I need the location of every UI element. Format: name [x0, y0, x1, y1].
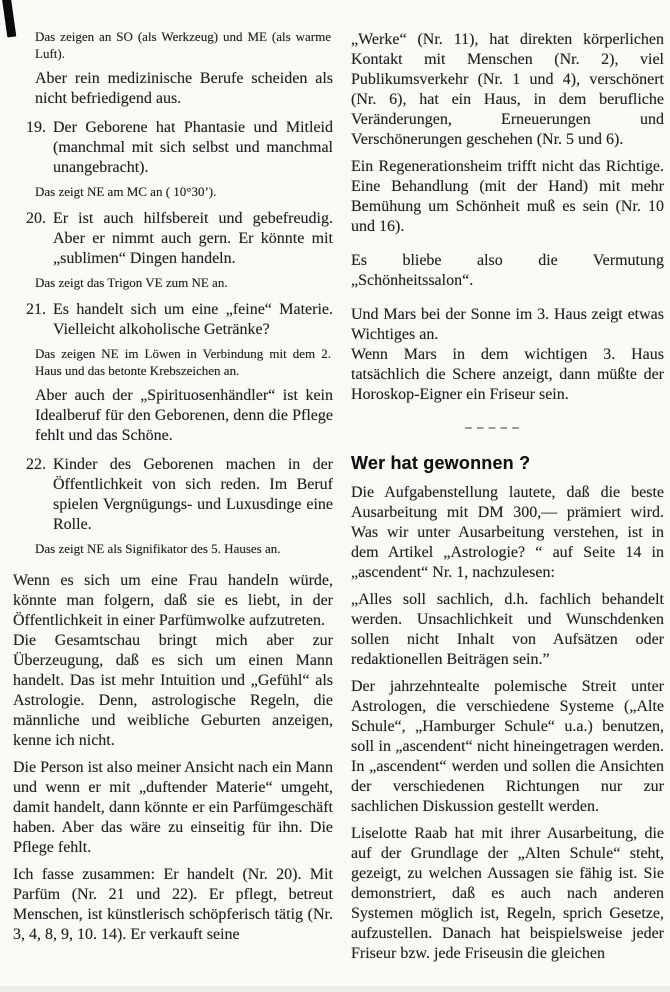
- item-text: Kinder des Geborenen machen in der Öffentlichkeit von sich reden. Im Beruf spielen Vergnügungs- und Luxusdinge eine Rolle.: [53, 456, 333, 533]
- body-paragraph: Und Mars bei der Sonne im 3. Haus zeigt etwas Wichtiges an.: [351, 306, 664, 343]
- item-number: 22.: [26, 456, 46, 473]
- item-text: Er ist auch hilfsbereit und gebefreudig. Aber er nimmt auch gern. Er könnte mit „sublimen“ Dingen handeln.: [53, 210, 333, 267]
- annotation-note: Das zeigen NE im Löwen in Verbindung mit dem 2. Haus und das betonte Krebszeichen an.: [35, 346, 331, 378]
- body-paragraph: Die Gesamtschau bringt mich aber zur Überzeugung, daß es sich um einen Mann handelt. Das ist mehr Intuition und „Gefühl“ als Astrologie. Denn, astrologische Regeln, die männliche und weibliche Geburten anzeigen, kenne ich nicht.: [13, 632, 333, 749]
- right-column: [351, 28, 664, 964]
- numbered-item: [26, 118, 333, 178]
- left-column: [13, 28, 333, 964]
- item-text: Es handelt sich um eine „feine“ Materie. Vielleicht alkoholische Getränke?: [53, 301, 333, 338]
- item-number: 20.: [26, 210, 46, 227]
- body-paragraph: Wenn es sich um eine Frau handeln würde, könnte man folgern, daß sie es liebt, in der Öffentlichkeit in einer Parfümwolke aufzutreten.: [13, 572, 333, 629]
- body-paragraph: Liselotte Raab hat mit ihrer Ausarbeitung, die auf der Grundlage der „Alten Schule“ steht, gezeigt, zu welchen Aussagen sie fähig ist. Sie demonstriert, daß es auch nach anderen Systemen möglich ist, Regeln, sprich Gesetze, aufzustellen. Danach hat beispielsweise jeder Friseur bzw. jede Friseusin die gleichen: [351, 825, 664, 962]
- body-paragraph: Der jahrzehntealte polemische Streit unter Astrologen, die verschiedene Systeme („Alte Schule“, „Hamburger Schule“ u.a.) benutzen, soll in „ascendent“ nicht hineingetragen werden. In „ascendent“ werden und sollen die Ansichten der verschiedenen Richtungen nur zur sachlichen Diskussion gestellt werden.: [351, 678, 664, 815]
- item-text: Der Geborene hat Phantasie und Mitleid (manchmal mit sich selbst und manchmal unangebracht).: [53, 119, 333, 176]
- body-paragraph: Aber rein medizinische Berufe scheiden als nicht befriedigend aus.: [35, 70, 333, 107]
- item-number: 21.: [26, 301, 46, 318]
- annotation-note: Das zeigt NE als Signifikator des 5. Hauses an.: [35, 541, 281, 556]
- body-paragraph: Die Aufgabenstellung lautete, daß die beste Ausarbeitung mit DM 300,— prämiert wird. Was wir unter Ausarbeitung verstehen, ist in dem Artikel „Astrologie? “ auf Seite 14 in „ascendent“ Nr. 1, nachzulesen:: [351, 484, 664, 581]
- body-paragraph: Aber auch der „Spirituosenhändler“ ist kein Idealberuf für den Geborenen, denn die Pflege fehlt und das Schöne.: [35, 387, 333, 444]
- scan-edge-shadow: [0, 986, 670, 992]
- body-paragraph: „Werke“ (Nr. 11), hat direkten körperlichen Kontakt mit Menschen (Nr. 2), viel Publikumsverkehr (Nr. 1 und 4), verschönert (Nr. 6), hat ein Haus, in dem berufliche Veränderungen, Erneuerungen und Verschönerungen geschehen (Nr. 5 und 6).: [351, 31, 664, 148]
- body-paragraph: Es bliebe also die Vermutung „Schönheitssalon“.: [351, 252, 664, 289]
- numbered-item: [26, 455, 333, 535]
- numbered-item: [26, 209, 333, 269]
- item-number: 19.: [26, 119, 46, 136]
- annotation-note: Das zeigen an SO (als Werkzeug) und ME (als warme Luft).: [35, 29, 331, 61]
- body-paragraph: Ich fasse zusammen: Er handelt (Nr. 20). Mit Parfüm (Nr. 21 und 22). Er pflegt, betreut Menschen, ist künstlerisch schöpferisch tätig (Nr. 3, 4, 8, 9, 10. 14). Er verkauft seine: [13, 866, 333, 943]
- body-paragraph: Die Person ist also meiner Ansicht nach ein Mann und wenn er mit „duftender Materie“ umgeht, damit handelt, dann könnte er ein Parfümgeschäft haben. Aber das wäre zu einseitig für ihn. Die Pflege fehlt.: [13, 759, 333, 856]
- body-paragraph: „Alles soll sachlich, d.h. fachlich behandelt werden. Unsachlichkeit und Wunschdenken sollen nicht Inhalt von Aufsätzen oder redaktionellen Beiträgen sein.”: [351, 591, 664, 668]
- numbered-item: [26, 300, 333, 340]
- annotation-note: Das zeigt NE am MC an ( 10°30’).: [35, 184, 217, 199]
- body-paragraph: Wenn Mars in dem wichtigen 3. Haus tatsächlich die Schere anzeigt, dann müßte der Horoskop-Eigner ein Friseur sein.: [351, 346, 664, 403]
- dashed-separator: – – – – –: [465, 419, 520, 434]
- annotation-note: Das zeigt das Trigon VE zum NE an.: [35, 275, 228, 290]
- body-paragraph: Ein Regenerationsheim trifft nicht das Richtige. Eine Behandlung (mit der Hand) mit mehr Bemühung um Schönheit muß es sein (Nr. 10 und 16).: [351, 158, 664, 235]
- section-heading: Wer hat gewonnen ?: [351, 453, 531, 473]
